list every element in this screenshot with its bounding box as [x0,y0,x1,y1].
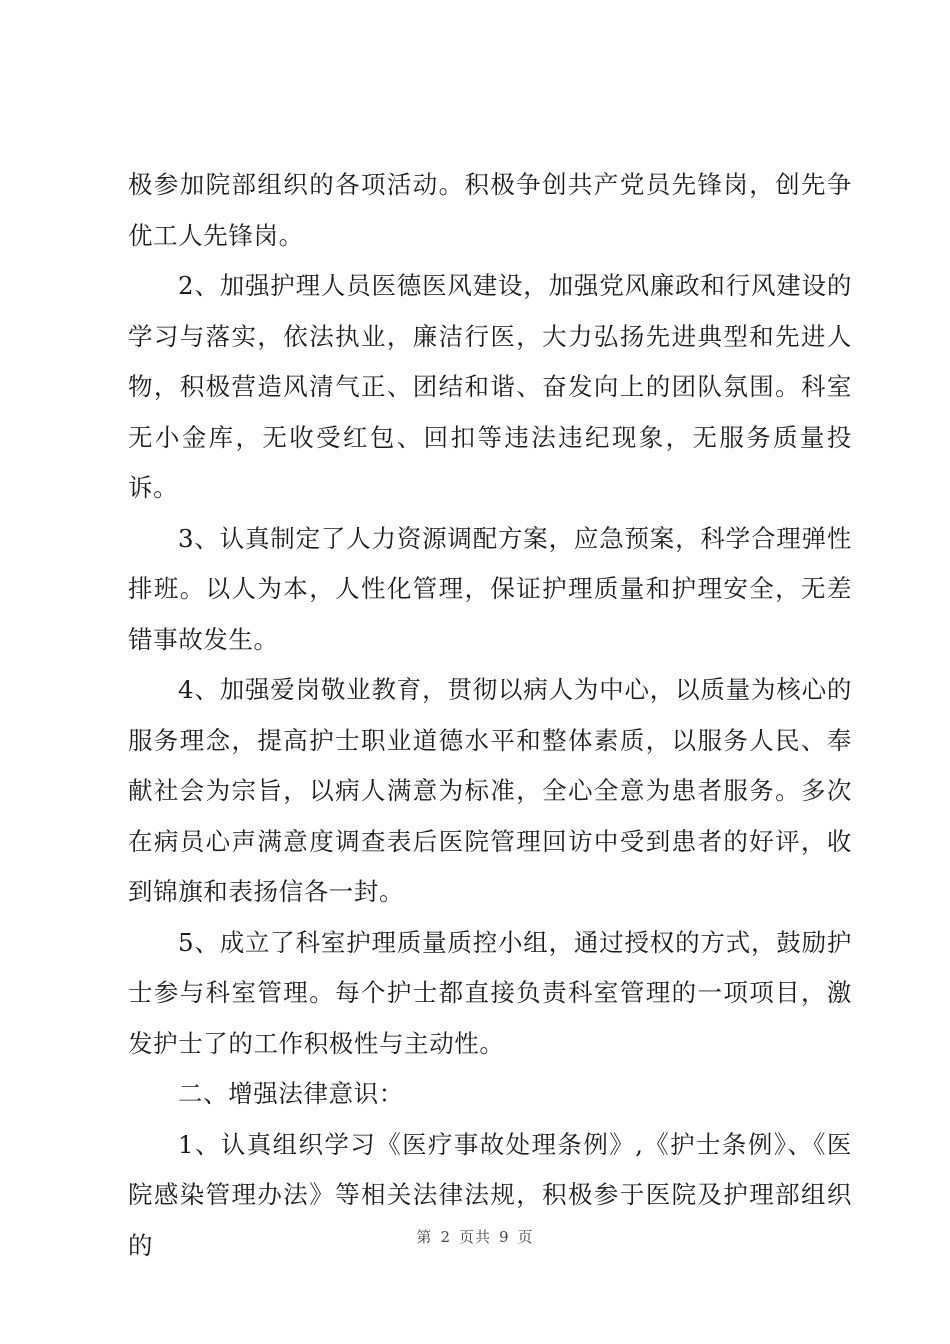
paragraph-item-2: 2、加强护理人员医德医风建设，加强党风廉政和行风建设的学习与落实，依法执业，廉洁行医，大力弘扬先进典型和先进人物，积极营造风清气正、团结和谐、奋发向上的团队氛围。科室无小金库，无收受红包、回扣等违法违纪现象，无服务质量投诉。 [128,271,852,502]
page-label-mid: 页共 [458,1228,491,1246]
page-footer [0,1226,950,1247]
paragraph-item-3: 3、认真制定了人力资源调配方案，应急预案，科学合理弹性排班。以人为本，人性化管理，保证护理质量和护理安全，无差错事故发生。 [128,523,852,654]
paragraph-item-5: 5、成立了科室护理质量质控小组，通过授权的方式，鼓励护士参与科室管理。每个护士都直接负责科室管理的一项项目，激发护士了的工作积极性与主动性。 [128,927,852,1058]
page-label-prefix: 第 [416,1228,433,1246]
section-heading-legal-awareness: 二、增强法律意识： [178,1079,404,1108]
paragraph-legal-item-1: 1、认真组织学习《医疗事故处理条例》,《护士条例》、《医院感染管理办法》等相关法律法规，积极参于医院及护理部组织的 [128,1129,852,1260]
total-pages-number: 9 [499,1228,510,1246]
page-label-suffix: 页 [517,1228,534,1246]
current-page-number: 2 [440,1228,451,1246]
paragraph-continuation: 极参加院部组织的各项活动。积极争创共产党员先锋岗，创先争优工人先锋岗。 [128,170,852,250]
paragraph-item-4: 4、加强爱岗敬业教育，贯彻以病人为中心，以质量为核心的服务理念，提高护士职业道德水平和整体素质，以服务人民、奉献社会为宗旨，以病人满意为标准，全心全意为患者服务。多次在病员心声满意度调查表后医院管理回访中受到患者的好评，收到锦旗和表扬信各一封。 [128,675,852,906]
document-body [128,160,852,1271]
